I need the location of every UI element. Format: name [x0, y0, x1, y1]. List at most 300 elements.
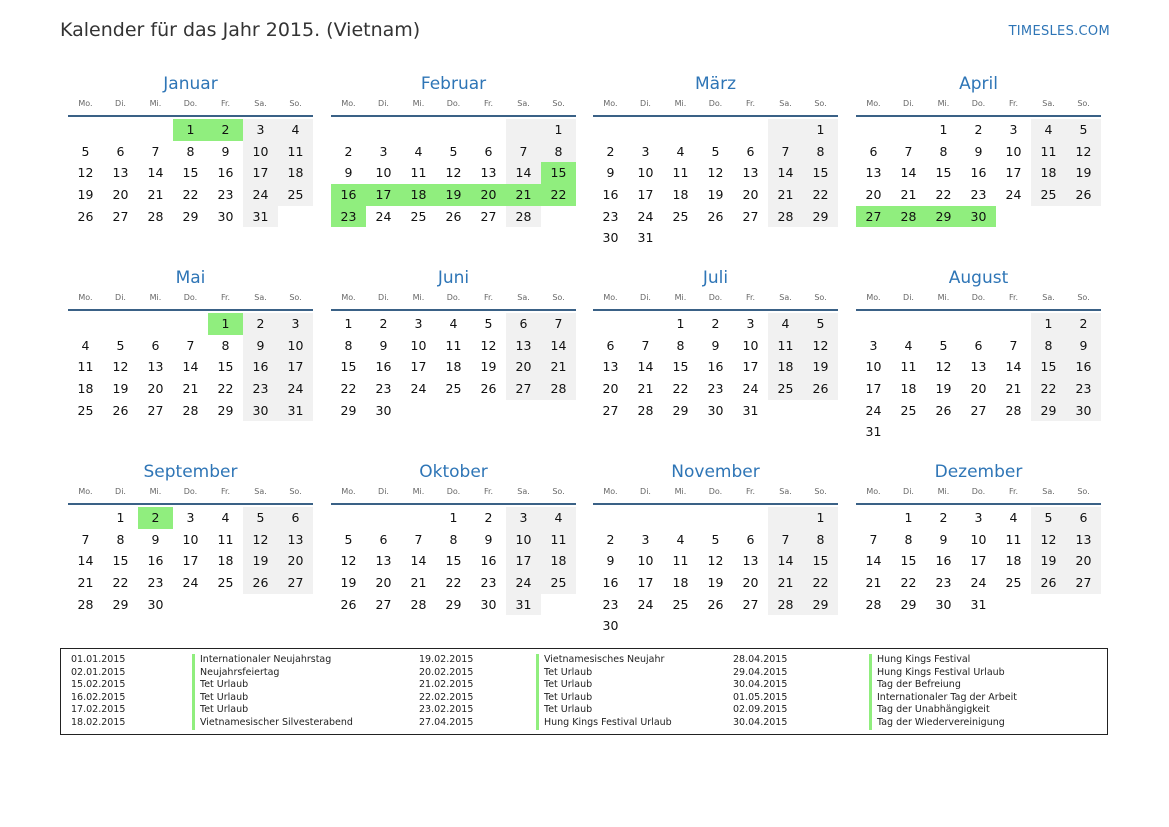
day-cell[interactable]: 10 [375, 165, 392, 181]
day-cell[interactable]: 4 [221, 510, 230, 525]
day-cell[interactable]: 4 [449, 316, 458, 331]
day-cell[interactable]: 22 [935, 187, 952, 203]
day-cell[interactable]: 3 [278, 313, 313, 335]
day-cell[interactable]: 20 [375, 575, 392, 591]
day-cell[interactable]: 3 [641, 531, 650, 547]
day-cell[interactable]: 31 [278, 400, 313, 422]
day-cell[interactable]: 8 [221, 337, 230, 353]
day-cell[interactable]: 21 [637, 381, 654, 397]
day-cell[interactable]: 24 [637, 208, 654, 224]
day-cell[interactable]: 28 [541, 378, 576, 400]
day-cell[interactable]: 29 [182, 208, 199, 224]
day-cell[interactable]: 31 [742, 402, 759, 418]
day-cell[interactable]: 31 [865, 424, 882, 440]
day-cell[interactable]: 12 [77, 165, 94, 181]
day-cell[interactable]: 20 [506, 356, 541, 378]
day-cell[interactable]: 10 [637, 165, 654, 181]
day-cell[interactable]: 2 [606, 531, 615, 547]
day-cell[interactable]: 27 [602, 402, 619, 418]
day-cell[interactable]: 24 [375, 208, 392, 224]
day-cell[interactable]: 13 [375, 553, 392, 569]
brand-link[interactable]: TIMESLES.COM [1008, 24, 1110, 39]
day-cell[interactable]: 15 [935, 165, 952, 181]
day-cell[interactable]: 14 [865, 553, 882, 569]
day-cell[interactable]: 14 [182, 359, 199, 375]
day-cell[interactable]: 28 [768, 594, 803, 616]
day-cell[interactable]: 10 [970, 531, 987, 547]
day-cell[interactable]: 28 [865, 596, 882, 612]
day-cell[interactable]: 8 [904, 531, 913, 547]
day-cell[interactable]: 23 [935, 575, 952, 591]
day-cell[interactable]: 31 [506, 594, 541, 616]
day-cell[interactable]: 9 [711, 337, 720, 353]
day-cell[interactable]: 31 [243, 206, 278, 228]
day-cell[interactable]: 27 [278, 572, 313, 594]
day-cell[interactable]: 31 [970, 596, 987, 612]
day-cell[interactable]: 24 [1005, 187, 1022, 203]
day-cell[interactable]: 20 [742, 187, 759, 203]
day-cell[interactable]: 20 [970, 381, 987, 397]
day-cell[interactable]: 3 [414, 316, 423, 331]
day-cell[interactable]: 2 [138, 507, 173, 529]
day-cell[interactable]: 11 [278, 141, 313, 163]
day-cell[interactable]: 30 [1066, 400, 1101, 422]
day-cell[interactable]: 27 [742, 596, 759, 612]
day-cell[interactable]: 2 [208, 119, 243, 141]
day-cell[interactable]: 14 [1005, 359, 1022, 375]
day-cell[interactable]: 8 [803, 141, 838, 163]
day-cell[interactable]: 9 [606, 553, 615, 569]
day-cell[interactable]: 5 [484, 316, 493, 331]
day-cell[interactable]: 29 [217, 402, 234, 418]
day-cell[interactable]: 9 [1066, 335, 1101, 357]
day-cell[interactable]: 11 [77, 359, 94, 375]
day-cell[interactable]: 12 [707, 553, 724, 569]
day-cell[interactable]: 2 [711, 316, 720, 331]
day-cell[interactable]: 28 [891, 206, 926, 228]
day-cell[interactable]: 12 [112, 359, 129, 375]
day-cell[interactable]: 14 [768, 550, 803, 572]
day-cell[interactable]: 23 [480, 575, 497, 591]
day-cell[interactable]: 27 [856, 206, 891, 228]
day-cell[interactable]: 23 [602, 208, 619, 224]
day-cell[interactable]: 11 [768, 335, 803, 357]
day-cell[interactable]: 18 [541, 550, 576, 572]
day-cell[interactable]: 4 [676, 143, 685, 159]
day-cell[interactable]: 27 [147, 402, 164, 418]
day-cell[interactable]: 10 [182, 531, 199, 547]
day-cell[interactable]: 20 [278, 550, 313, 572]
day-cell[interactable]: 3 [243, 119, 278, 141]
day-cell[interactable]: 29 [926, 206, 961, 228]
day-cell[interactable]: 30 [707, 402, 724, 418]
day-cell[interactable]: 7 [186, 337, 195, 353]
day-cell[interactable]: 5 [1066, 119, 1101, 141]
day-cell[interactable]: 11 [672, 165, 689, 181]
day-cell[interactable]: 19 [436, 184, 471, 206]
day-cell[interactable]: 9 [484, 531, 493, 547]
day-cell[interactable]: 9 [606, 165, 615, 181]
day-cell[interactable]: 28 [182, 402, 199, 418]
day-cell[interactable]: 22 [445, 575, 462, 591]
day-cell[interactable]: 3 [974, 510, 983, 525]
day-cell[interactable]: 23 [970, 187, 987, 203]
day-cell[interactable]: 10 [637, 553, 654, 569]
day-cell[interactable]: 30 [243, 400, 278, 422]
day-cell[interactable]: 18 [77, 381, 94, 397]
day-cell[interactable]: 28 [147, 208, 164, 224]
day-cell[interactable]: 3 [1009, 122, 1018, 137]
day-cell[interactable]: 1 [173, 119, 208, 141]
day-cell[interactable]: 28 [1005, 402, 1022, 418]
day-cell[interactable]: 18 [672, 187, 689, 203]
day-cell[interactable]: 11 [541, 529, 576, 551]
day-cell[interactable]: 15 [1031, 356, 1066, 378]
day-cell[interactable]: 21 [506, 184, 541, 206]
day-cell[interactable]: 6 [606, 337, 615, 353]
day-cell[interactable]: 30 [935, 596, 952, 612]
day-cell[interactable]: 9 [344, 165, 353, 181]
day-cell[interactable]: 4 [278, 119, 313, 141]
day-cell[interactable]: 17 [278, 356, 313, 378]
day-cell[interactable]: 10 [278, 335, 313, 357]
day-cell[interactable]: 5 [939, 337, 948, 353]
day-cell[interactable]: 19 [243, 550, 278, 572]
day-cell[interactable]: 27 [742, 208, 759, 224]
day-cell[interactable]: 25 [1005, 575, 1022, 591]
day-cell[interactable]: 12 [480, 337, 497, 353]
day-cell[interactable]: 21 [77, 575, 94, 591]
day-cell[interactable]: 25 [541, 572, 576, 594]
day-cell[interactable]: 30 [480, 596, 497, 612]
day-cell[interactable]: 4 [676, 531, 685, 547]
day-cell[interactable]: 19 [112, 381, 129, 397]
day-cell[interactable]: 18 [1031, 162, 1066, 184]
day-cell[interactable]: 8 [541, 141, 576, 163]
day-cell[interactable]: 5 [803, 313, 838, 335]
day-cell[interactable]: 14 [768, 162, 803, 184]
day-cell[interactable]: 18 [768, 356, 803, 378]
day-cell[interactable]: 21 [410, 575, 427, 591]
day-cell[interactable]: 17 [1005, 165, 1022, 181]
day-cell[interactable]: 29 [803, 594, 838, 616]
day-cell[interactable]: 14 [147, 165, 164, 181]
day-cell[interactable]: 25 [672, 596, 689, 612]
day-cell[interactable]: 22 [541, 184, 576, 206]
day-cell[interactable]: 4 [1031, 119, 1066, 141]
day-cell[interactable]: 29 [672, 402, 689, 418]
day-cell[interactable]: 3 [506, 507, 541, 529]
day-cell[interactable]: 17 [637, 187, 654, 203]
day-cell[interactable]: 19 [480, 359, 497, 375]
day-cell[interactable]: 29 [112, 596, 129, 612]
day-cell[interactable]: 10 [1005, 143, 1022, 159]
day-cell[interactable]: 8 [803, 529, 838, 551]
day-cell[interactable]: 20 [471, 184, 506, 206]
day-cell[interactable]: 17 [637, 575, 654, 591]
day-cell[interactable]: 15 [445, 553, 462, 569]
day-cell[interactable]: 17 [243, 162, 278, 184]
day-cell[interactable]: 1 [344, 316, 353, 331]
day-cell[interactable]: 26 [480, 381, 497, 397]
day-cell[interactable]: 8 [1031, 335, 1066, 357]
day-cell[interactable]: 1 [803, 507, 838, 529]
day-cell[interactable]: 12 [340, 553, 357, 569]
day-cell[interactable]: 13 [112, 165, 129, 181]
day-cell[interactable]: 11 [445, 337, 462, 353]
day-cell[interactable]: 8 [449, 531, 458, 547]
day-cell[interactable]: 23 [331, 206, 366, 228]
day-cell[interactable]: 8 [186, 143, 195, 159]
day-cell[interactable]: 12 [935, 359, 952, 375]
day-cell[interactable]: 30 [217, 208, 234, 224]
day-cell[interactable]: 28 [637, 402, 654, 418]
day-cell[interactable]: 26 [707, 208, 724, 224]
day-cell[interactable]: 19 [803, 356, 838, 378]
day-cell[interactable]: 13 [506, 335, 541, 357]
day-cell[interactable]: 26 [707, 596, 724, 612]
day-cell[interactable]: 1 [449, 510, 458, 525]
day-cell[interactable]: 25 [77, 402, 94, 418]
day-cell[interactable]: 23 [147, 575, 164, 591]
day-cell[interactable]: 28 [768, 206, 803, 228]
day-cell[interactable]: 16 [331, 184, 366, 206]
day-cell[interactable]: 19 [340, 575, 357, 591]
day-cell[interactable]: 19 [707, 187, 724, 203]
day-cell[interactable]: 29 [340, 402, 357, 418]
day-cell[interactable]: 22 [112, 575, 129, 591]
day-cell[interactable]: 21 [1005, 381, 1022, 397]
day-cell[interactable]: 7 [768, 141, 803, 163]
day-cell[interactable]: 18 [401, 184, 436, 206]
day-cell[interactable]: 28 [506, 206, 541, 228]
day-cell[interactable]: 20 [742, 575, 759, 591]
day-cell[interactable]: 19 [77, 187, 94, 203]
day-cell[interactable]: 27 [506, 378, 541, 400]
day-cell[interactable]: 5 [243, 507, 278, 529]
day-cell[interactable]: 1 [208, 313, 243, 335]
day-cell[interactable]: 12 [1031, 529, 1066, 551]
day-cell[interactable]: 4 [768, 313, 803, 335]
day-cell[interactable]: 2 [243, 313, 278, 335]
day-cell[interactable]: 5 [344, 531, 353, 547]
day-cell[interactable]: 6 [746, 531, 755, 547]
day-cell[interactable]: 12 [1066, 141, 1101, 163]
day-cell[interactable]: 14 [506, 162, 541, 184]
day-cell[interactable]: 20 [1066, 550, 1101, 572]
day-cell[interactable]: 25 [1031, 184, 1066, 206]
day-cell[interactable]: 25 [278, 184, 313, 206]
day-cell[interactable]: 4 [414, 143, 423, 159]
day-cell[interactable]: 19 [935, 381, 952, 397]
day-cell[interactable]: 23 [707, 381, 724, 397]
day-cell[interactable]: 21 [900, 187, 917, 203]
day-cell[interactable]: 16 [970, 165, 987, 181]
day-cell[interactable]: 7 [506, 141, 541, 163]
day-cell[interactable]: 2 [1066, 313, 1101, 335]
day-cell[interactable]: 24 [742, 381, 759, 397]
day-cell[interactable]: 18 [445, 359, 462, 375]
day-cell[interactable]: 4 [1009, 510, 1018, 525]
day-cell[interactable]: 24 [410, 381, 427, 397]
day-cell[interactable]: 21 [541, 356, 576, 378]
day-cell[interactable]: 29 [445, 596, 462, 612]
day-cell[interactable]: 23 [217, 187, 234, 203]
day-cell[interactable]: 19 [1031, 550, 1066, 572]
day-cell[interactable]: 16 [935, 553, 952, 569]
day-cell[interactable]: 16 [480, 553, 497, 569]
day-cell[interactable]: 15 [182, 165, 199, 181]
day-cell[interactable]: 26 [340, 596, 357, 612]
day-cell[interactable]: 10 [506, 529, 541, 551]
day-cell[interactable]: 5 [1031, 507, 1066, 529]
day-cell[interactable]: 22 [803, 572, 838, 594]
day-cell[interactable]: 14 [541, 335, 576, 357]
day-cell[interactable]: 14 [900, 165, 917, 181]
day-cell[interactable]: 16 [147, 553, 164, 569]
day-cell[interactable]: 31 [637, 230, 654, 246]
day-cell[interactable]: 16 [217, 165, 234, 181]
day-cell[interactable]: 25 [410, 208, 427, 224]
day-cell[interactable]: 13 [147, 359, 164, 375]
day-cell[interactable]: 17 [182, 553, 199, 569]
day-cell[interactable]: 26 [112, 402, 129, 418]
day-cell[interactable]: 12 [445, 165, 462, 181]
day-cell[interactable]: 25 [900, 402, 917, 418]
day-cell[interactable]: 7 [641, 337, 650, 353]
day-cell[interactable]: 30 [375, 402, 392, 418]
day-cell[interactable]: 2 [974, 122, 983, 137]
day-cell[interactable]: 17 [865, 381, 882, 397]
day-cell[interactable]: 2 [344, 143, 353, 159]
day-cell[interactable]: 27 [970, 402, 987, 418]
day-cell[interactable]: 7 [151, 143, 160, 159]
day-cell[interactable]: 25 [445, 381, 462, 397]
day-cell[interactable]: 10 [410, 337, 427, 353]
day-cell[interactable]: 8 [344, 337, 353, 353]
day-cell[interactable]: 21 [768, 572, 803, 594]
day-cell[interactable]: 17 [970, 553, 987, 569]
day-cell[interactable]: 4 [81, 337, 90, 353]
day-cell[interactable]: 20 [602, 381, 619, 397]
day-cell[interactable]: 22 [340, 381, 357, 397]
day-cell[interactable]: 23 [602, 596, 619, 612]
day-cell[interactable]: 26 [243, 572, 278, 594]
day-cell[interactable]: 20 [147, 381, 164, 397]
day-cell[interactable]: 6 [484, 143, 493, 159]
day-cell[interactable]: 15 [803, 550, 838, 572]
day-cell[interactable]: 20 [112, 187, 129, 203]
day-cell[interactable]: 18 [217, 553, 234, 569]
day-cell[interactable]: 24 [506, 572, 541, 594]
day-cell[interactable]: 7 [414, 531, 423, 547]
day-cell[interactable]: 21 [768, 184, 803, 206]
day-cell[interactable]: 4 [541, 507, 576, 529]
day-cell[interactable]: 6 [116, 143, 125, 159]
day-cell[interactable]: 1 [116, 510, 125, 525]
day-cell[interactable]: 6 [506, 313, 541, 335]
day-cell[interactable]: 28 [410, 596, 427, 612]
day-cell[interactable]: 7 [81, 531, 90, 547]
day-cell[interactable]: 29 [803, 206, 838, 228]
day-cell[interactable]: 15 [900, 553, 917, 569]
day-cell[interactable]: 27 [112, 208, 129, 224]
day-cell[interactable]: 15 [112, 553, 129, 569]
day-cell[interactable]: 10 [865, 359, 882, 375]
day-cell[interactable]: 4 [904, 337, 913, 353]
day-cell[interactable]: 24 [637, 596, 654, 612]
day-cell[interactable]: 25 [217, 575, 234, 591]
day-cell[interactable]: 2 [939, 510, 948, 525]
day-cell[interactable]: 18 [900, 381, 917, 397]
day-cell[interactable]: 16 [602, 187, 619, 203]
day-cell[interactable]: 5 [711, 531, 720, 547]
day-cell[interactable]: 1 [1031, 313, 1066, 335]
day-cell[interactable]: 9 [939, 531, 948, 547]
day-cell[interactable]: 21 [865, 575, 882, 591]
day-cell[interactable]: 1 [541, 119, 576, 141]
day-cell[interactable]: 27 [1066, 572, 1101, 594]
day-cell[interactable]: 6 [1066, 507, 1101, 529]
day-cell[interactable]: 16 [243, 356, 278, 378]
day-cell[interactable]: 3 [186, 510, 195, 525]
day-cell[interactable]: 23 [243, 378, 278, 400]
day-cell[interactable]: 23 [375, 381, 392, 397]
day-cell[interactable]: 22 [182, 187, 199, 203]
day-cell[interactable]: 15 [803, 162, 838, 184]
day-cell[interactable]: 12 [707, 165, 724, 181]
day-cell[interactable]: 17 [506, 550, 541, 572]
day-cell[interactable]: 13 [480, 165, 497, 181]
day-cell[interactable]: 24 [970, 575, 987, 591]
day-cell[interactable]: 1 [904, 510, 913, 525]
day-cell[interactable]: 9 [379, 337, 388, 353]
day-cell[interactable]: 5 [116, 337, 125, 353]
day-cell[interactable]: 22 [803, 184, 838, 206]
day-cell[interactable]: 30 [602, 618, 619, 634]
day-cell[interactable]: 24 [243, 184, 278, 206]
day-cell[interactable]: 15 [217, 359, 234, 375]
day-cell[interactable]: 15 [340, 359, 357, 375]
day-cell[interactable]: 11 [1005, 531, 1022, 547]
day-cell[interactable]: 16 [602, 575, 619, 591]
day-cell[interactable]: 11 [217, 531, 234, 547]
day-cell[interactable]: 26 [1031, 572, 1066, 594]
day-cell[interactable]: 22 [217, 381, 234, 397]
day-cell[interactable]: 26 [1066, 184, 1101, 206]
day-cell[interactable]: 6 [151, 337, 160, 353]
day-cell[interactable]: 13 [865, 165, 882, 181]
day-cell[interactable]: 8 [676, 337, 685, 353]
day-cell[interactable]: 7 [869, 531, 878, 547]
day-cell[interactable]: 7 [904, 143, 913, 159]
day-cell[interactable]: 13 [742, 553, 759, 569]
day-cell[interactable]: 21 [147, 187, 164, 203]
day-cell[interactable]: 6 [746, 143, 755, 159]
day-cell[interactable]: 19 [1066, 162, 1101, 184]
day-cell[interactable]: 8 [116, 531, 125, 547]
day-cell[interactable]: 9 [221, 143, 230, 159]
day-cell[interactable]: 24 [278, 378, 313, 400]
day-cell[interactable]: 6 [869, 143, 878, 159]
day-cell[interactable]: 30 [961, 206, 996, 228]
day-cell[interactable]: 25 [768, 378, 803, 400]
day-cell[interactable]: 1 [939, 122, 948, 137]
day-cell[interactable]: 7 [541, 313, 576, 335]
day-cell[interactable]: 22 [900, 575, 917, 591]
day-cell[interactable]: 2 [484, 510, 493, 525]
day-cell[interactable]: 18 [672, 575, 689, 591]
